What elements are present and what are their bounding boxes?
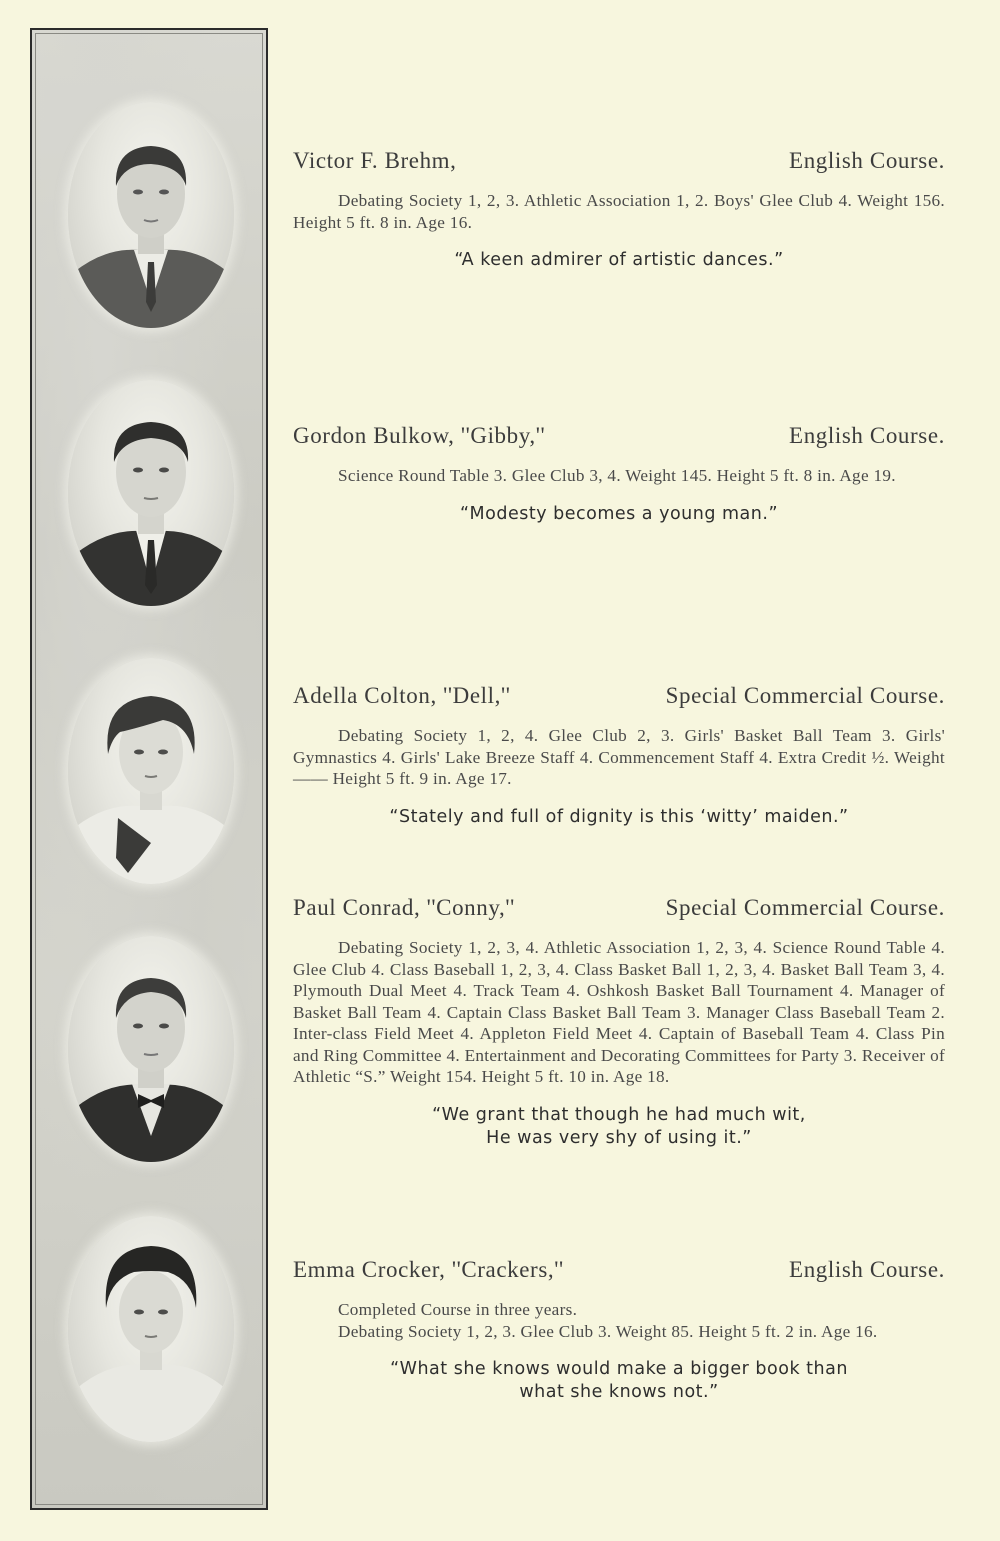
student-name: Victor F. Brehm, <box>293 148 457 173</box>
portrait-photo-crocker <box>68 1216 234 1442</box>
student-quote <box>293 503 945 526</box>
student-name: Gordon Bulkow, ''Gibby,'' <box>293 423 546 448</box>
record-paragraph: Science Round Table 3. Glee Club 3, 4. Weight 145. Height 5 ft. 8 in. Age 19. <box>338 466 896 485</box>
student-name: Paul Conrad, ''Conny,'' <box>293 895 515 920</box>
student-entry-brehm <box>293 148 945 272</box>
student-record <box>293 725 945 790</box>
student-course: English Course. <box>789 148 945 173</box>
student-entry-crocker <box>293 1257 945 1404</box>
student-record <box>293 190 945 233</box>
student-record <box>293 937 945 1088</box>
portrait-strip <box>30 28 268 1510</box>
record-paragraph: Completed Course in three years. <box>338 1300 578 1319</box>
record-paragraph: Debating Society 1, 2, 4. Glee Club 2, 3. Girls' Basket Ball Team 3. Girls' Gymnastics 4. Girls' Lake Breeze Staff 4. Commencement Staff 4. Extra Credit ½. Weight —— Height 5 ft. 9 in. Age 17. <box>293 726 945 788</box>
student-course: English Course. <box>789 423 945 448</box>
record-paragraph: Debating Society 1, 2, 3. Athletic Association 1, 2. Boys' Glee Club 4. Weight 156. Height 5 ft. 8 in. Age 16. <box>293 191 945 232</box>
student-course: English Course. <box>789 1257 945 1282</box>
entry-header <box>293 683 945 713</box>
quote-line: what she knows not.” <box>519 1382 719 1402</box>
student-record <box>293 1299 945 1342</box>
student-quote <box>293 1358 945 1404</box>
portrait-photo-colton <box>68 658 234 884</box>
student-course: Special Commercial Course. <box>665 683 945 708</box>
portrait-photo-bulkow <box>68 380 234 606</box>
student-course: Special Commercial Course. <box>665 895 945 920</box>
quote-line: He was very shy of using it.” <box>486 1127 752 1148</box>
record-paragraph: Debating Society 1, 2, 3. Glee Club 3. Weight 85. Height 5 ft. 2 in. Age 16. <box>338 1321 878 1341</box>
quote-line: “Stately and full of dignity is this ‘witty’ maiden.” <box>389 806 849 827</box>
quote-line: “What she knows would make a bigger book than <box>390 1359 848 1379</box>
quote-line: “We grant that though he had much wit, <box>432 1104 806 1125</box>
entry-header <box>293 148 945 178</box>
student-entry-conrad <box>293 895 945 1150</box>
quote-line: “Modesty becomes a young man.” <box>459 503 779 524</box>
portrait-photo-conrad <box>68 936 234 1162</box>
student-name: Adella Colton, ''Dell,'' <box>293 683 511 708</box>
student-quote <box>293 1104 945 1150</box>
student-entry-colton <box>293 683 945 829</box>
portrait-photo-brehm <box>68 102 234 328</box>
record-paragraph: Debating Society 1, 2, 3, 4. Athletic Association 1, 2, 3, 4. Science Round Table 4. Glee Club 4. Class Baseball 1, 2, 3, 4. Class Basket Ball 1, 2, 3, 4. Basket Ball Team 3, 4. Plymouth Dual Meet 4. Track Team 4. Oshkosh Basket Ball Tournament 4. Manager of Basket Ball Team 4. Captain Class Basket Ball Team 3. Manager Class Baseball Team 2. Inter-class Field Meet 4. Appleton Field Meet 4. Captain of Baseball Team 4. Class Pin and Ring Committee 4. Entertainment and Decorating Committees for Party 3. Receiver of Athletic “S.” Weight 154. Height 5 ft. 10 in. Age 18. <box>293 938 945 1086</box>
student-name: Emma Crocker, ''Crackers,'' <box>293 1257 564 1282</box>
quote-line: “A keen admirer of artistic dances.” <box>454 250 784 270</box>
entry-header <box>293 1257 945 1287</box>
student-record <box>293 465 945 487</box>
student-quote <box>293 806 945 829</box>
student-entry-bulkow <box>293 423 945 526</box>
entry-header <box>293 895 945 925</box>
student-quote <box>293 249 945 272</box>
entry-header <box>293 423 945 453</box>
